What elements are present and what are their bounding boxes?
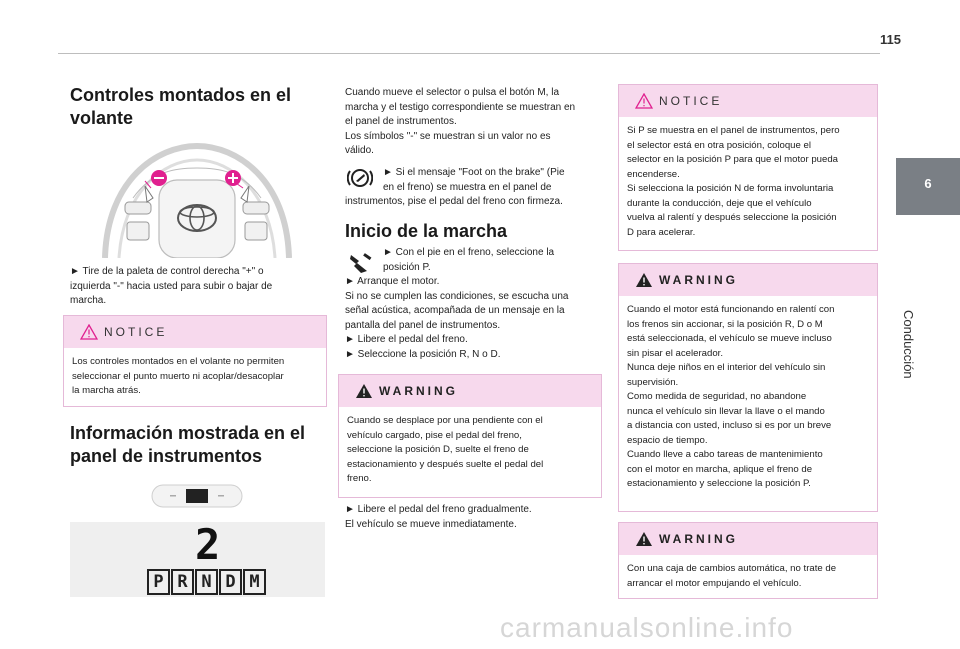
notice-box-position: NOTICE Si P se muestra en el panel de instrumentos, pero el selector está en otra posición, coloque el selector en la posición P para que el motor pueda encenderse. Si selecciona la posición N de forma involuntaria durante la conducción, deje que el vehículo vuelva al ralentí y después seleccione la posición D para acelerar. [618,84,878,251]
notice-title: NOTICE [104,325,168,339]
brake-message-text: ► Si el mensaje "Foot on the brake" (Pie en el freno) se muestra en el panel de instrumentos, pise el pedal del freno con firmeza. [345,167,565,207]
notice-box-steering: NOTICE Los controles montados en el volante no permiten seleccionar el punto muerto ni acoplar/desacoplar la marcha atrás. [63,315,327,407]
gear-letter-r: R [171,569,194,595]
release-brake-text: ► Libere el pedal del freno gradualmente. El vehículo se mueve inmediatamente. [345,504,532,530]
warning-triangle-icon [80,324,98,340]
watermark: carmanualsonline.info [500,612,794,643]
gear-letter-m: M [243,569,266,595]
steering-wheel-illustration [97,140,297,258]
gear-letter-p: P [147,569,170,595]
start-instructions: ► Con el pie en el freno, seleccione la posición P. ► Arranque el motor. Si no se cumplen las condiciones, se escucha una señal acústica, acompañada de un mensaje en la pantalla del panel de instrumentos. ► Libere el pedal del freno. ► Seleccione la posición R, N o D. [345,247,569,360]
section-heading-instrument-panel: Información mostrada en el panel de instrumentos [70,423,306,467]
section-heading-start: Inicio de la marcha [345,221,508,241]
warning-triangle-icon [635,272,653,288]
current-gear-number: 2 [195,520,221,569]
warning-box-idle: WARNING Cuando el motor está funcionando en ralentí con los frenos sin accionar, si la posición R, D o M está seleccionada, el vehículo se mueve incluso sin pisar el acelerador. Nunca deje niños en el interior del vehículo sin supervisión. Como medida de seguridad, no abandone nunca el vehículo sin llevar la llave o el mando a distancia con usted, incluso si es por un breve espacio de tiempo. Cuando lleve a cabo tareas de mantenimiento con el motor en marcha, aplique el freno de estacionamiento y seleccione la posición P. [618,263,878,512]
gear-letter-d: D [219,569,242,595]
warning-triangle-icon [355,383,373,399]
gear-letter-row [147,569,266,595]
page-number: 115 [880,32,901,47]
paddle-instruction: ► Tire de la paleta de control derecha "+" o izquierda "-" hacia usted para subir o bajar de marcha. [70,266,273,306]
warning-title: WARNING [659,532,738,546]
warning-title: WARNING [379,384,458,398]
warning-title: WARNING [659,273,738,287]
section-heading-steering-controls: Controles montados en el volante [70,85,292,129]
header-rule [58,53,880,54]
warning-triangle-icon [635,531,653,547]
notice-title: NOTICE [659,94,723,108]
gear-indicator-icon [150,481,244,511]
gear-letter-n: N [195,569,218,595]
warning-triangle-icon [635,93,653,109]
chapter-label: Conducción [901,310,916,379]
instrument-gear-display [70,522,325,597]
selector-intro: Cuando mueve el selector o pulsa el botón M, la marcha y el testigo correspondiente se muestran en el panel de instrumentos. Los símbolos "-" se muestran si un valor no es válido. [345,87,576,156]
warning-box-push-start: WARNING Con una caja de cambios automática, no trate de arrancar el motor empujando el vehículo. [618,522,878,599]
chapter-number: 6 [924,176,932,191]
warning-box-slope: WARNING Cuando se desplace por una pendiente con el vehículo cargado, pise el pedal del freno, seleccione la posición D, suelte el freno de estacionamiento y después suelte el pedal del freno. [338,374,602,498]
